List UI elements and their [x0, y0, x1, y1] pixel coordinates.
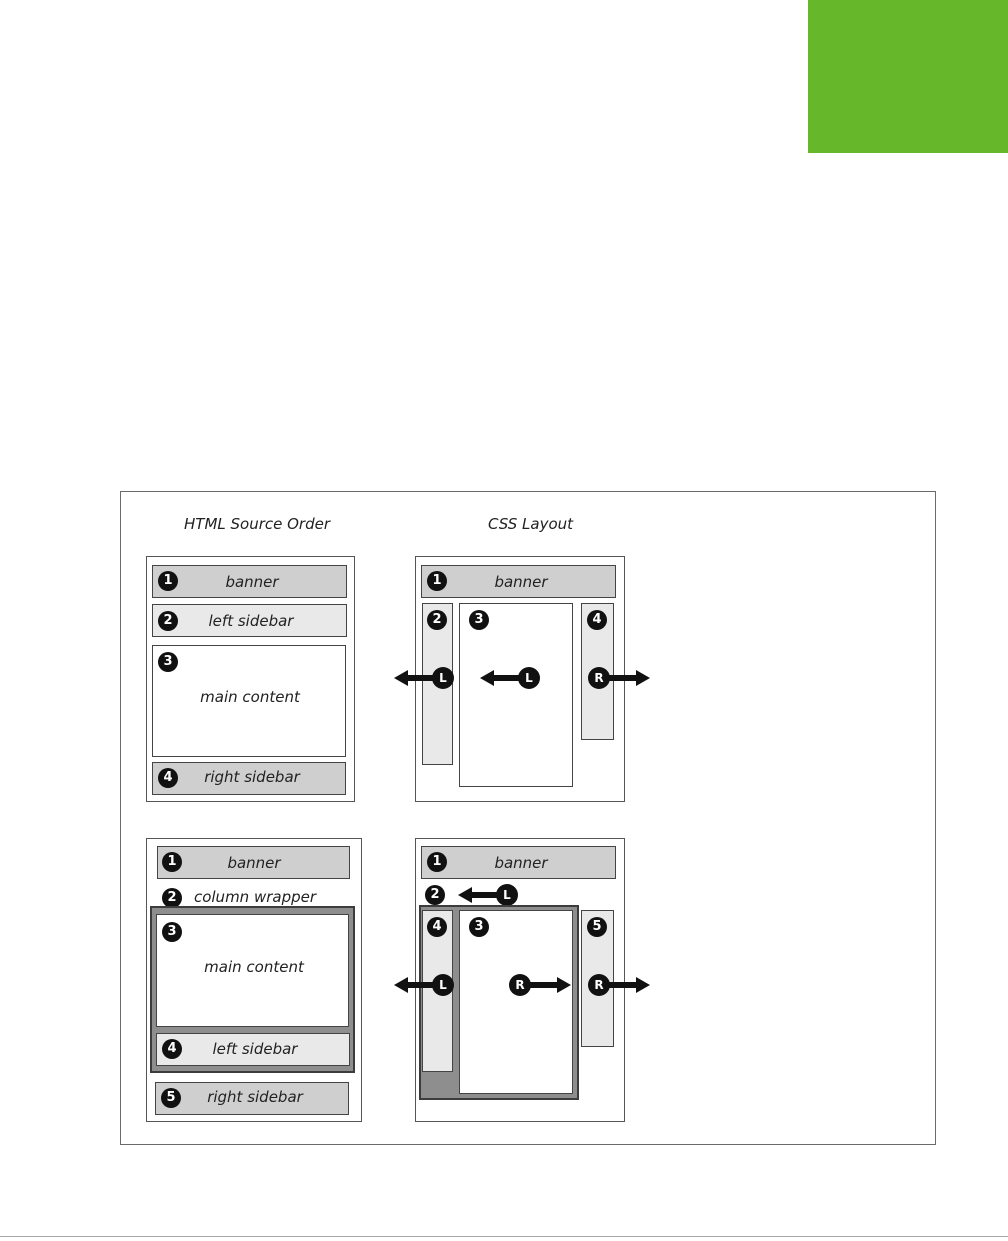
badge-4: 4	[158, 768, 178, 788]
float-right-arrow	[507, 973, 577, 997]
float-left-badge: L	[518, 667, 540, 689]
right-sidebar-label: right sidebar	[204, 768, 300, 786]
float-left-badge: L	[432, 667, 454, 689]
float-right-badge: R	[588, 974, 610, 996]
badge-4: 4	[587, 610, 607, 630]
badge-4: 4	[162, 1039, 182, 1059]
badge-2: 2	[158, 611, 178, 631]
badge-1: 1	[427, 571, 447, 591]
badge-3: 3	[469, 917, 489, 937]
banner-label: banner	[494, 854, 548, 872]
main-content-label: main content	[200, 688, 300, 706]
chapter-tab	[808, 0, 1008, 153]
float-left-arrow	[394, 973, 464, 997]
banner-label: banner	[225, 573, 279, 591]
float-left-arrow	[480, 666, 550, 690]
float-left-arrow	[394, 666, 464, 690]
badge-3: 3	[469, 610, 489, 630]
badge-3: 3	[158, 652, 178, 672]
float-left-badge: L	[496, 884, 518, 906]
banner-label: banner	[494, 573, 548, 591]
banner-label: banner	[227, 854, 281, 872]
float-right-arrow	[586, 666, 656, 690]
heading-css-layout: CSS Layout	[488, 515, 574, 533]
column-wrapper-label: column wrapper	[193, 888, 317, 906]
badge-5: 5	[161, 1088, 181, 1108]
float-right-badge: R	[588, 667, 610, 689]
badge-2: 2	[427, 610, 447, 630]
layout-main-column	[459, 603, 573, 787]
badge-2: 2	[162, 888, 182, 908]
float-right-arrow	[586, 973, 656, 997]
float-left-badge: L	[432, 974, 454, 996]
right-sidebar-label: right sidebar	[207, 1088, 303, 1106]
badge-4: 4	[427, 917, 447, 937]
float-right-badge: R	[509, 974, 531, 996]
badge-1: 1	[162, 852, 182, 872]
float-left-arrow	[458, 883, 528, 907]
left-sidebar-label: left sidebar	[208, 612, 294, 630]
badge-3: 3	[162, 922, 182, 942]
layout-main-column	[459, 910, 573, 1094]
left-sidebar-label: left sidebar	[212, 1040, 298, 1058]
badge-5: 5	[587, 917, 607, 937]
badge-2: 2	[425, 885, 445, 905]
page-bottom-rule	[0, 1236, 1008, 1237]
heading-html-source-order: HTML Source Order	[184, 515, 331, 533]
main-content-label: main content	[204, 958, 304, 976]
badge-1: 1	[158, 571, 178, 591]
badge-1: 1	[427, 852, 447, 872]
